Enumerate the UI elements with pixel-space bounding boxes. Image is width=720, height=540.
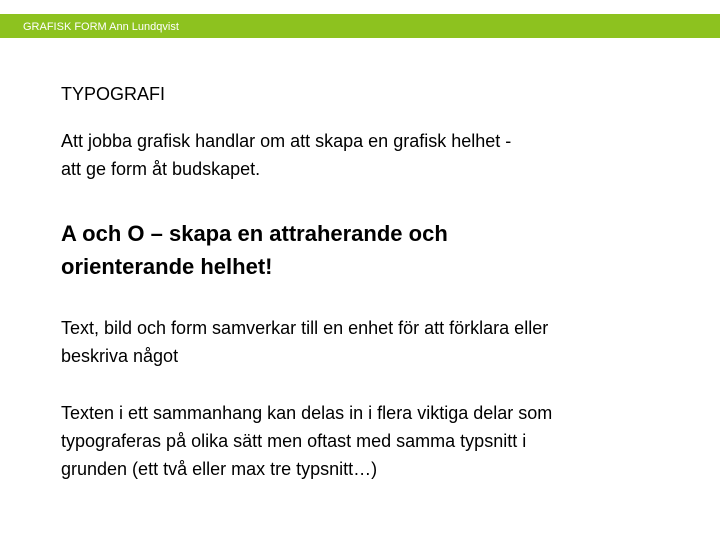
slogan-line-1: A och O – skapa en attraherande och: [61, 221, 448, 246]
paragraph-1-line-2: beskriva något: [61, 346, 179, 366]
intro-line-1: Att jobba grafisk handlar om att skapa en grafisk helhet -: [61, 131, 512, 151]
paragraph-2-line-1: Texten i ett sammanhang kan delas in i flera viktiga delar som: [61, 403, 553, 423]
paragraph-2-line-3: grunden (ett två eller max tre typsnitt…): [61, 459, 378, 479]
header-bar: [0, 14, 720, 38]
header-text: GRAFISK FORM Ann Lundqvist: [23, 21, 179, 33]
paragraph-1-line-1: Text, bild och form samverkar till en enhet för att förklara eller: [61, 318, 549, 338]
intro-paragraph: [61, 127, 661, 183]
intro-line-2: att ge form åt budskapet.: [61, 159, 261, 179]
paragraph-2-line-2: typograferas på olika sätt men oftast med samma typsnitt i: [61, 431, 527, 451]
slogan-heading: [61, 217, 661, 283]
slogan-line-2: orienterande helhet!: [61, 254, 273, 279]
body-paragraph-1: [61, 314, 661, 370]
body-paragraph-2: [61, 399, 661, 483]
slide-title: TYPOGRAFI: [61, 84, 166, 104]
slide-content: [61, 80, 661, 483]
